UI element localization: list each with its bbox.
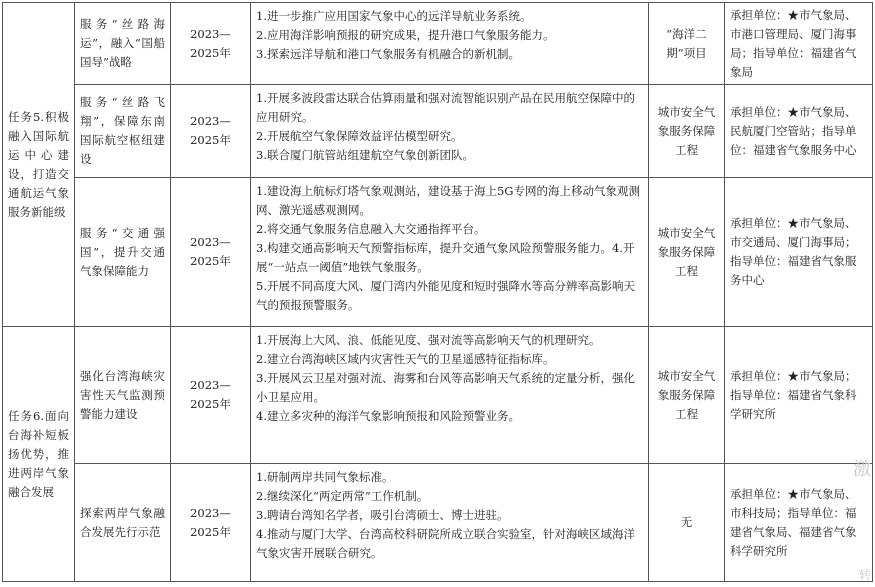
watermark-text: 转	[858, 568, 871, 582]
content-cell	[251, 464, 649, 582]
plan-table	[2, 2, 873, 582]
years-cell: 2023—2025年	[171, 3, 251, 85]
program-cell: “海洋二期”项目	[649, 3, 725, 85]
table-row	[3, 178, 873, 327]
content-line: 3.联合厦门航管站组建航空气象创新团队。	[256, 148, 474, 162]
project-cell: 服务“交通强国”，提升交通气象保障能力	[75, 178, 171, 327]
unit-cell: 承担单位：★市气象局、市港口管理局、厦门海事局；指导单位：福建省气象局	[725, 3, 873, 85]
content-line: 2.应用海洋影响预报的研究成果，提升港口气象服务能力。	[256, 28, 555, 42]
content-line: 2.建立台湾海峡区域内灾害性天气的卫星遥感特征指标库。	[256, 352, 555, 366]
task-cell: 任务6.面向台海补短板扬优势，推进两岸气象融合发展	[3, 327, 75, 582]
watermark-text: 激	[853, 459, 871, 480]
content-line: 1.研制两岸共同气象标准。	[256, 470, 394, 484]
table-row	[3, 327, 873, 464]
program-cell: 无	[649, 464, 725, 582]
content-line: 3.开展风云卫星对强对流、海雾和台风等高影响天气系统的定量分析，强化小卫星应用。	[256, 371, 635, 404]
content-cell	[251, 85, 649, 178]
content-line: 5.开展不同高度大风、厦门湾内外能见度和短时强降水等高分辨率高影响天气的预报预警服务。	[256, 279, 635, 312]
content-line: 2.继续深化“两定两常”工作机制。	[256, 489, 429, 503]
content-line: 2.开展航空气象保障效益评估模型研究。	[256, 129, 463, 143]
content-line: 1.开展多波段雷达联合估算雨量和强对流智能识别产品在民用航空保障中的应用研究。	[256, 91, 635, 124]
years-cell: 2023—2025年	[171, 85, 251, 178]
content-line: 4.建立多灾种的海洋气象影响预报和风险预警业务。	[256, 409, 520, 423]
table-row	[3, 464, 873, 582]
content-line: 3.构建交通高影响天气预警指标库，提升交通气象风险预警服务能力。4.开展“一站点一阈值”地铁气象服务。	[256, 241, 635, 274]
task-cell: 任务5.积极融入国际航运中心建设，打造交通航运气象服务新能级	[3, 3, 75, 327]
content-line: 1.进一步推广应用国家气象中心的远洋导航业务系统。	[256, 9, 532, 23]
content-line: 1.开展海上大风、浪、低能见度、强对流等高影响天气的机理研究。	[256, 333, 601, 347]
content-cell	[251, 178, 649, 327]
content-line: 4.推动与厦门大学、台湾高校科研院所成立联合实验室，针对海峡区域海洋气象灾害开展联合研究。	[256, 527, 635, 560]
unit-cell: 承担单位：★市气象局；指导单位：福建省气象科学研究所	[725, 327, 873, 464]
project-cell: 探索两岸气象融合发展先行示范	[75, 464, 171, 582]
unit-cell: 承担单位：★市气象局、市科技局；指导单位：福建省气象局、福建省气象科学研究所	[725, 464, 873, 582]
unit-cell: 承担单位：★市气象局、市交通局、厦门海事局；指导单位：福建省气象服务中心	[725, 178, 873, 327]
unit-cell: 承担单位：★市气象局、民航厦门空管站；指导单位：福建省气象服务中心	[725, 85, 873, 178]
content-line: 3.聘请台湾知名学者，吸引台湾硕士、博士进驻。	[256, 508, 509, 522]
project-cell: 服务“丝路海运”，融入“国船国导”战略	[75, 3, 171, 85]
program-cell: 城市安全气象服务保障工程	[649, 178, 725, 327]
years-cell: 2023—2025年	[171, 178, 251, 327]
project-cell: 强化台湾海峡灾害性天气监测预警能力建设	[75, 327, 171, 464]
content-cell	[251, 327, 649, 464]
program-cell: 城市安全气象服务保障工程	[649, 85, 725, 178]
table-row	[3, 85, 873, 178]
content-line: 2.将交通气象服务信息融入大交通指挥平台。	[256, 222, 486, 236]
project-cell: 服务“丝路飞翔”，保障东南国际航空枢纽建设	[75, 85, 171, 178]
table-row	[3, 3, 873, 85]
years-cell: 2023—2025年	[171, 327, 251, 464]
content-line: 3.探索远洋导航和港口气象服务有机融合的新机制。	[256, 47, 520, 61]
years-cell: 2023—2025年	[171, 464, 251, 582]
content-line: 1.建设海上航标灯塔气象观测站，建设基于海上5G专网的海上移动气象观测网、激光遥感观测网。	[256, 184, 640, 217]
program-cell: 城市安全气象服务保障工程	[649, 327, 725, 464]
content-cell	[251, 3, 649, 85]
